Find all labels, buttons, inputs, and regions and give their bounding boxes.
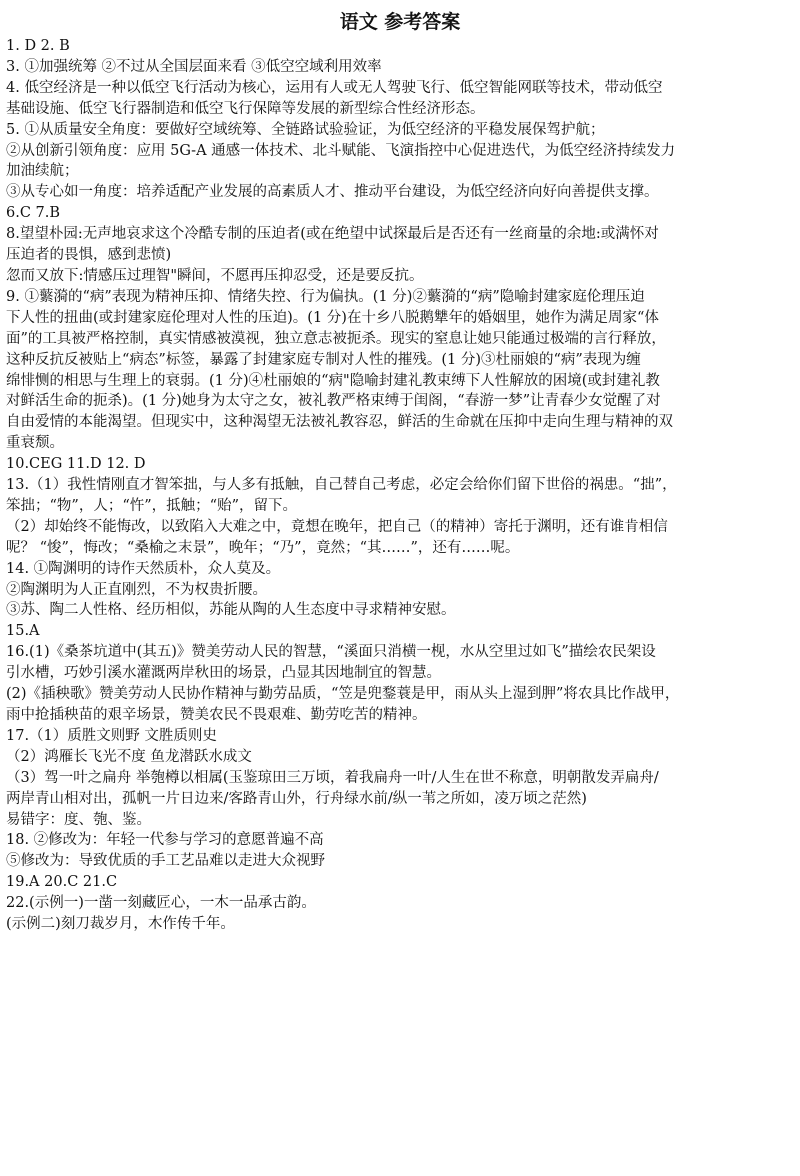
answer-line: 压迫者的畏惧，感到悲愤): [6, 247, 172, 264]
answer-line: 19.A 20.C 21.C: [6, 874, 118, 891]
answer-line: 面”的工具被严格控制，真实情感被漠视，独立意志被扼杀。现实的窒息让她只能通过极端的言行释放，: [6, 330, 666, 347]
answer-line: 引水槽，巧妙引溪水灌溉两岸秋田的场景，凸显其因地制宜的智慧。: [6, 665, 441, 682]
answer-line: 忽而又放下:情感压过理智"瞬间，不愿再压抑忍受，还是要反抗。: [6, 267, 424, 284]
answer-line: （2）鸿雁长飞光不度 鱼龙潜跃水成文: [6, 748, 252, 765]
answer-line: （2）却始终不能悔改，以致陷入大难之中，竟想在晚年，把自己（的精神）寄托于渊明，还有谁肯相信: [6, 518, 668, 535]
answer-line: 绵悱恻的相思与生理上的衰弱。(1 分)④杜丽娘的“病"隐喻封建礼教束缚下人性解放的困境(或封建礼教: [6, 372, 660, 389]
answer-line: ③从专心如一角度：培养适配产业发展的高素质人才、推动平台建设，为低空经济向好向善提供支撑。: [6, 184, 659, 201]
answer-line: （3）驾一叶之扁舟 举匏樽以相属(玉鉴琼田三万顷，着我扁舟一叶/人生在世不称意，明朝散发弄扁舟/: [6, 769, 659, 786]
answer-content: [0, 36, 800, 935]
page-title: 语文 参考答案: [339, 11, 461, 33]
answer-line: 基础设施、低空飞行器制造和低空飞行保障等发展的新型综合性经济形态。: [6, 100, 485, 117]
answer-line: (2)《插秧歌》赞美劳动人民协作精神与勤劳品质，“笠是兜鍪蓑是甲，雨从头上湿到胛”将农具比作战甲，: [6, 686, 680, 703]
answer-line: ③苏、陶二人性格、经历相似，苏能从陶的人生态度中寻求精神安慰。: [6, 602, 456, 619]
answer-line: 8.望望朴园:无声地哀求这个冷酷专制的压迫者(或在绝望中试探最后是否还有一丝商量的余地:或满怀对: [6, 226, 659, 243]
answer-line: ②从创新引领角度：应用 5G-A 通感一体技术、北斗赋能、飞演指控中心促进迭代，为低空经济持续发力: [6, 142, 676, 159]
answer-line: ②陶渊明为人正直刚烈，不为权贵折腰。: [6, 581, 267, 598]
answer-line: 18. ②修改为：年轻一代参与学习的意愿普遍不高: [6, 832, 324, 849]
answer-line: 13.（1）我性情刚直才智笨拙，与人多有抵触，自己替自己考虑，必定会给你们留下世俗的祸患。“拙”，: [6, 477, 677, 494]
answer-line: 6.C 7.B: [6, 205, 61, 222]
answer-line: 自由爱情的本能渴望。但现实中，这种渴望无法被礼教容忍，鲜活的生命就在压抑中走向生理与精神的双: [6, 414, 673, 431]
answer-line: 雨中抢插秧苗的艰辛场景，赞美农民不畏艰难、勤劳吃苦的精神。: [6, 707, 427, 723]
answer-line: 下人性的扭曲(或封建家庭伦理对人性的压迫)。(1 分)在十乡八脱鹅犨年的婚姻里，她作为满足周家“体: [6, 309, 659, 326]
answer-line: 10.CEG 11.D 12. D: [6, 456, 146, 473]
answer-line: 3. ①加强统筹 ②不过从全国层面来看 ③低空空域利用效率: [6, 58, 382, 75]
answer-line: 22.(示例一)一凿一刻藏匠心，一木一品承古韵。: [6, 895, 316, 912]
answer-line: 4. 低空经济是一种以低空飞行活动为核心，运用有人或无人驾驶飞行、低空智能网联等技术，带动低空: [6, 79, 663, 96]
answer-line: 重衰颓。: [6, 435, 64, 452]
answer-line: 17.（1）质胜文则野 文胜质则史: [6, 727, 217, 744]
answer-line: 易错字：度、匏、鉴。: [6, 811, 151, 828]
answer-line: 14. ①陶渊明的诗作天然质朴，众人莫及。: [6, 560, 281, 577]
answer-line: 1. D 2. B: [6, 38, 70, 54]
answer-line: 两岸青山相对出，孤帆一片日边来/客路青山外，行舟绿水前/纵一苇之所如，凌万顷之茫然): [6, 790, 587, 807]
answer-line: 笨拙；“物”，人；“忤”，抵触；“贻”，留下。: [6, 497, 297, 514]
answer-line: 9. ①蘩漪的“病”表现为精神压抑、情绪失控、行为偏执。(1 分)②蘩漪的“病”隐喻封建家庭伦理压迫: [6, 288, 645, 305]
answer-line: 这种反抗反被贴上“病态”标签，暴露了封建家庭专制对人性的摧残。(1 分)③杜丽娘的“病”表现为缠: [6, 351, 641, 368]
answer-line: (示例二)刻刀裁岁月，木作传千年。: [6, 916, 235, 933]
answer-line: 加油续航；: [6, 163, 79, 180]
answer-line: 16.(1)《桑茶坑道中(其五)》赞美劳动人民的智慧，“溪面只消横一枧，水从空里过如飞”描绘农民架设: [6, 644, 656, 661]
answer-line: ⑤修改为：导致优质的手工艺品难以走进大众视野: [6, 853, 325, 870]
answer-line: 对鲜活生命的扼杀)。(1 分)她身为太守之女，被礼教严格束缚于闺阁，“春游一梦”让青春少女觉醒了对: [6, 393, 661, 410]
answer-line: 呢？ “悛”，悔改；“桑榆之末景”，晚年；“乃”，竟然；“其……”，还有……呢。: [6, 539, 520, 556]
answer-line: 15.A: [6, 623, 40, 640]
answer-line: 5. ①从质量安全角度：要做好空域统筹、全链路试验验证，为低空经济的平稳发展保驾护航；: [6, 121, 605, 138]
